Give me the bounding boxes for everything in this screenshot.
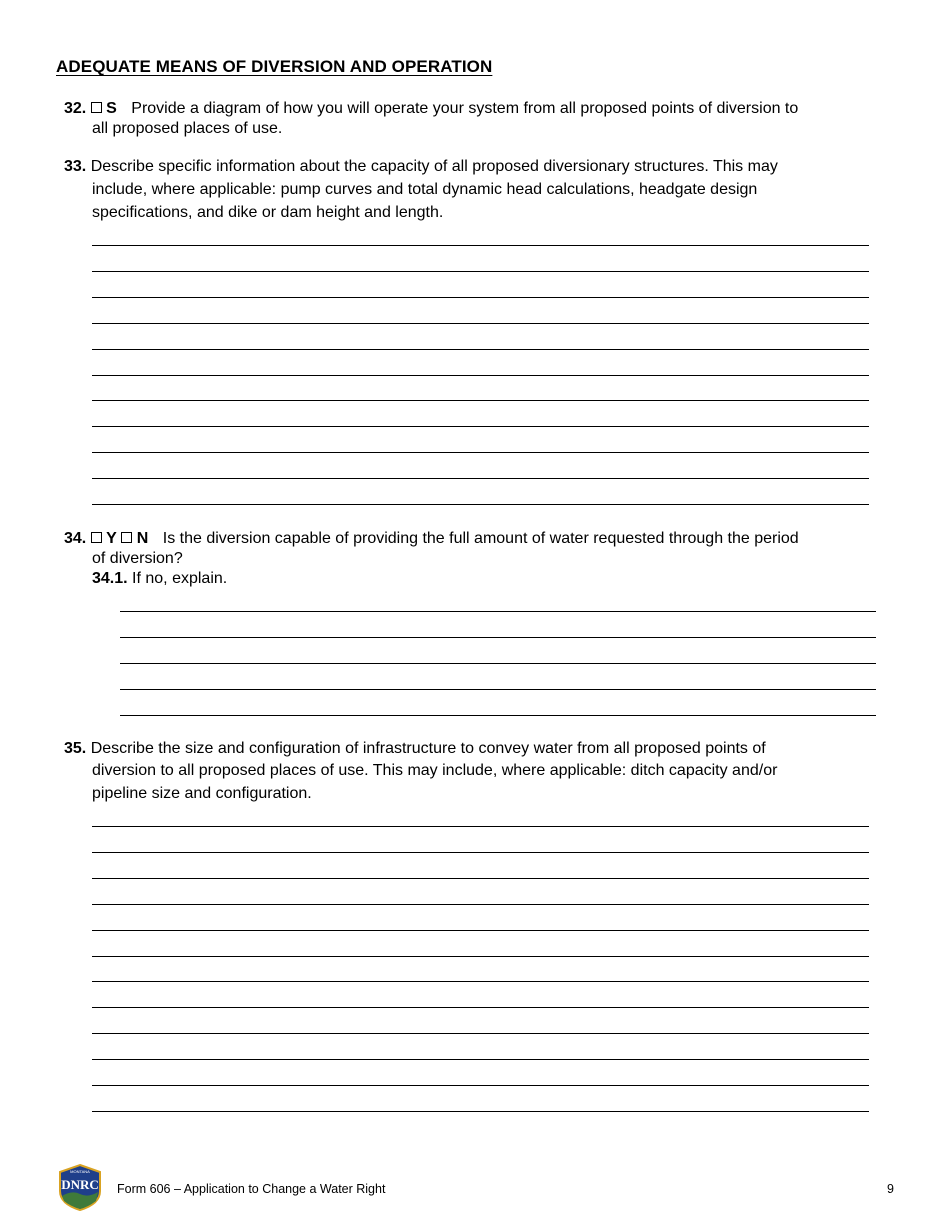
option-label-no: N <box>136 530 149 547</box>
answer-line[interactable] <box>92 826 869 827</box>
answer-line[interactable] <box>120 611 876 612</box>
question-35-line3: pipeline size and configuration. <box>92 785 312 802</box>
question-33-line2: include, where applicable: pump curves and total dynamic head calculations, headgate design <box>92 181 758 198</box>
answer-line[interactable] <box>120 637 876 638</box>
footer-form-title: Form 606 – Application to Change a Water Right <box>117 1182 386 1196</box>
question-34 <box>64 528 799 550</box>
question-text: Describe the size and configuration of infrastructure to convey water from all proposed points of <box>90 740 766 757</box>
sub-question-number: 34.1. <box>92 570 128 587</box>
answer-line[interactable] <box>92 981 869 982</box>
answer-line[interactable] <box>92 452 869 453</box>
svg-text:DNRC: DNRC <box>61 1177 99 1192</box>
question-35 <box>64 738 766 760</box>
answer-line[interactable] <box>92 1059 869 1060</box>
checkbox-yes[interactable] <box>91 532 102 543</box>
answer-line[interactable] <box>92 375 869 376</box>
question-number: 34. <box>64 530 87 547</box>
sub-question-text: If no, explain. <box>132 570 228 587</box>
question-34-continued: of diversion? <box>92 550 183 567</box>
question-34-1 <box>92 568 227 590</box>
question-text: Describe specific information about the capacity of all proposed diversionary structures. This may <box>90 158 778 175</box>
answer-line[interactable] <box>92 1033 869 1034</box>
answer-line[interactable] <box>92 956 869 957</box>
page-number: 9 <box>887 1182 894 1196</box>
answer-line[interactable] <box>92 1085 869 1086</box>
question-35-line2: diversion to all proposed places of use. This may include, where applicable: ditch capacity and/or <box>92 762 778 779</box>
section-heading: ADEQUATE MEANS OF DIVERSION AND OPERATION <box>56 57 493 76</box>
question-text: Provide a diagram of how you will operate your system from all proposed points of diversion to <box>131 100 799 117</box>
checkbox-s[interactable] <box>91 102 102 113</box>
answer-line[interactable] <box>92 400 869 401</box>
answer-line[interactable] <box>92 1111 869 1112</box>
question-number: 33. <box>64 158 87 175</box>
option-label-s: S <box>106 100 117 117</box>
question-32 <box>64 98 798 120</box>
option-label-yes: Y <box>106 530 117 547</box>
answer-line[interactable] <box>120 715 876 716</box>
answer-line[interactable] <box>92 852 869 853</box>
answer-line[interactable] <box>92 930 869 931</box>
answer-line[interactable] <box>92 323 869 324</box>
answer-line[interactable] <box>92 245 869 246</box>
answer-line[interactable] <box>120 689 876 690</box>
answer-line[interactable] <box>92 904 869 905</box>
answer-line[interactable] <box>92 504 869 505</box>
question-33 <box>64 156 778 178</box>
checkbox-no[interactable] <box>121 532 132 543</box>
answer-line[interactable] <box>92 349 869 350</box>
dnrc-logo-icon <box>56 1163 104 1211</box>
question-33-line3: specifications, and dike or dam height and length. <box>92 204 444 221</box>
answer-line[interactable] <box>92 426 869 427</box>
svg-text:MONTANA: MONTANA <box>70 1169 90 1174</box>
question-32-continued: all proposed places of use. <box>92 120 283 137</box>
answer-line[interactable] <box>92 271 869 272</box>
answer-line[interactable] <box>120 663 876 664</box>
question-number: 32. <box>64 100 87 117</box>
answer-line[interactable] <box>92 478 869 479</box>
question-number: 35. <box>64 740 87 757</box>
answer-line[interactable] <box>92 878 869 879</box>
answer-line[interactable] <box>92 297 869 298</box>
answer-line[interactable] <box>92 1007 869 1008</box>
question-text: Is the diversion capable of providing the full amount of water requested through the period <box>162 530 799 547</box>
